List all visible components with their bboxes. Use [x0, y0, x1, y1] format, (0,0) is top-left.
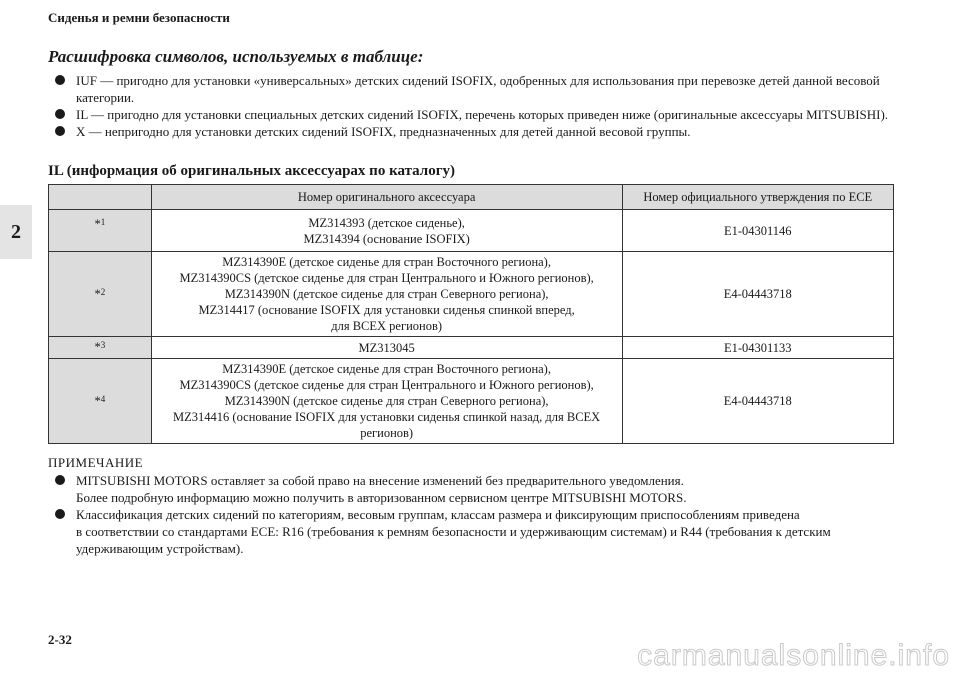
table-header-approval: Номер официального утверждения по ECE	[622, 185, 893, 210]
table-row	[49, 359, 894, 444]
running-header: Сиденья и ремни безопасности	[48, 10, 230, 25]
legend-item-text: X — непригодно для установки детских сидений ISOFIX, предназначенных для детей данной весовой группы.	[76, 124, 691, 139]
accessory-cell: MZ313045	[151, 337, 622, 359]
bullet-icon	[55, 475, 65, 485]
accessory-table	[48, 184, 894, 444]
legend-item	[48, 106, 894, 123]
table-row	[49, 337, 894, 359]
note-item: Классификация детских сидений по категориям, весовым группам, классам размера и фиксирующим приспособлениям приведена в соответствии со стандартами ECE: R16 (требования к ремням безопасности и удерживающим системам) и R44 (требования к детским удерживающим устройствам).	[48, 506, 894, 557]
row-mark: *$^3$	[49, 337, 152, 359]
row-mark: *$^2$	[49, 252, 152, 337]
note-item: MITSUBISHI MOTORS оставляет за собой право на внесение изменений без предварительного уведомления. Более подробную информацию можно получить в авторизованном сервисном центре MITSUBISHI MOTORS.	[48, 472, 894, 506]
legend-item-text: IUF — пригодно для установки «универсальных» детских сидений ISOFIX, одобренных для использования при перевозке детей данной весовой категории.	[76, 73, 880, 105]
accessory-cell: MZ314390E (детское сиденье для стран Восточного региона), MZ314390CS (детское сиденье для стран Центрального и Южного регионов), MZ314390N (детское сиденье для стран Северного региона), MZ314417 (основание ISOFIX для установки сиденья спинкой вперед, для ВСЕХ регионов)	[151, 252, 622, 337]
table-row	[49, 210, 894, 252]
legend-item-text: IL — пригодно для установки специальных детских сидений ISOFIX, перечень которых приведен ниже (оригинальные аксессуары MITSUBISHI).	[76, 107, 889, 122]
note-list	[48, 472, 894, 557]
bullet-icon	[55, 109, 65, 119]
row-mark: *$^1$	[49, 210, 152, 252]
table-header-accessory: Номер оригинального аксессуара	[151, 185, 622, 210]
table-row	[49, 252, 894, 337]
il-table-title: IL (информация об оригинальных аксессуарах по каталогу)	[48, 163, 456, 179]
row-mark: *$^4$	[49, 359, 152, 444]
section-tab: 2	[0, 205, 32, 259]
approval-cell: E1-04301146	[622, 210, 893, 252]
approval-cell: E1-04301133	[622, 337, 893, 359]
note-title: ПРИМЕЧАНИЕ	[48, 455, 144, 470]
approval-cell: E4-04443718	[622, 359, 893, 444]
legend-title: Расшифровка символов, используемых в таблице:	[48, 47, 424, 66]
watermark: carmanualsonline.info	[637, 639, 950, 672]
note-section	[48, 454, 894, 557]
legend-item	[48, 123, 894, 140]
approval-cell: E4-04443718	[622, 252, 893, 337]
bullet-icon	[55, 509, 65, 519]
page-number: 2-32	[48, 632, 72, 647]
main-content	[48, 46, 894, 444]
bullet-icon	[55, 75, 65, 85]
accessory-cell: MZ314390E (детское сиденье для стран Восточного региона), MZ314390CS (детское сиденье для стран Центрального и Южного регионов), MZ314390N (детское сиденье для стран Северного региона), MZ314416 (основание ISOFIX для установки сиденья спинкой назад, для ВСЕХ регионов)	[151, 359, 622, 444]
table-header-mark	[49, 185, 152, 210]
legend-list	[48, 72, 894, 140]
table-header-row	[49, 185, 894, 210]
legend-item	[48, 72, 894, 106]
accessory-cell: MZ314393 (детское сиденье), MZ314394 (основание ISOFIX)	[151, 210, 622, 252]
bullet-icon	[55, 126, 65, 136]
